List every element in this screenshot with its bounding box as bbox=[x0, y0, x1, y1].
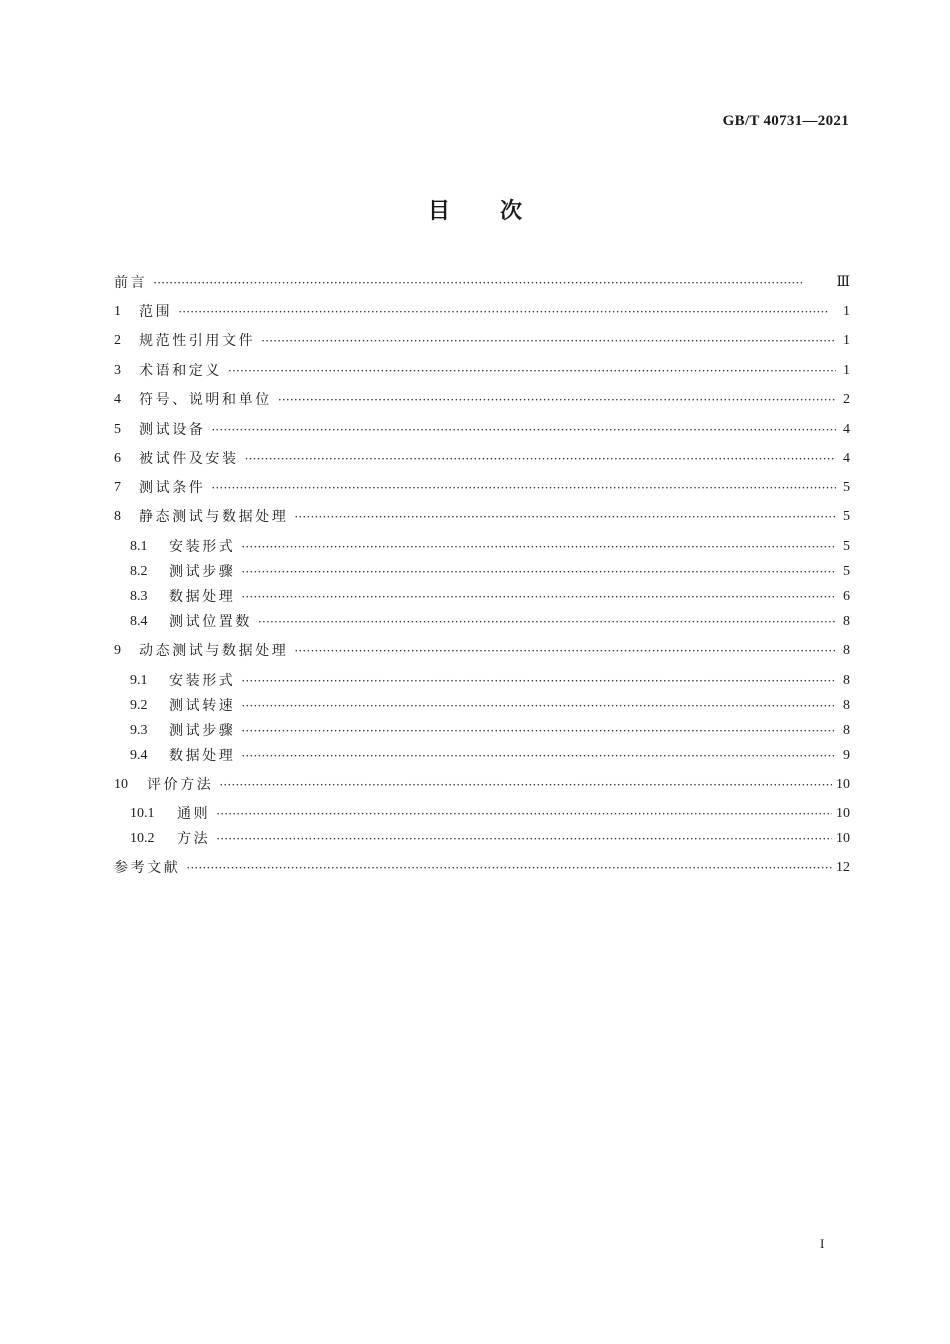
toc-entry[interactable] bbox=[114, 476, 850, 500]
toc-entry-label: 安装形式 bbox=[169, 673, 236, 689]
toc-entry-label: 规范性引用文件 bbox=[139, 333, 256, 349]
toc-leader-dots bbox=[241, 669, 836, 693]
toc-leader-dots bbox=[211, 476, 836, 500]
toc-leader-dots bbox=[258, 610, 836, 634]
toc-entry-page: 5 bbox=[843, 509, 850, 524]
toc-leader-dots bbox=[241, 744, 836, 768]
toc-entry-label: 测试步骤 bbox=[169, 564, 236, 580]
toc-leader-dots bbox=[241, 560, 836, 584]
toc-entry[interactable] bbox=[130, 719, 850, 743]
toc-leader-dots bbox=[294, 639, 836, 663]
toc-entry-number: 8.1 bbox=[130, 539, 148, 554]
toc-entry[interactable] bbox=[130, 585, 850, 609]
toc-leader-dots bbox=[241, 719, 836, 743]
toc-leader-dots bbox=[186, 856, 832, 880]
toc-entry-page: 1 bbox=[843, 363, 850, 378]
toc-entry-label: 术语和定义 bbox=[139, 363, 222, 379]
toc-entry-page: Ⅲ bbox=[836, 275, 850, 290]
toc-entry-page: 1 bbox=[843, 304, 850, 319]
toc-entry-page: 8 bbox=[843, 723, 850, 738]
toc-entry-number: 8.3 bbox=[130, 589, 148, 604]
toc-entry-page: 9 bbox=[843, 748, 850, 763]
toc-entry-label: 参考文献 bbox=[114, 860, 181, 876]
toc-entry[interactable] bbox=[130, 535, 850, 559]
toc-leader-dots bbox=[294, 505, 836, 529]
toc-entry-label: 符号、说明和单位 bbox=[139, 392, 272, 408]
toc-entry[interactable] bbox=[114, 418, 850, 442]
toc-entry-page: 2 bbox=[843, 392, 850, 407]
toc-leader-dots bbox=[153, 271, 832, 295]
toc-entry[interactable] bbox=[114, 388, 850, 412]
toc-leader-dots bbox=[278, 388, 836, 412]
toc-leader-dots bbox=[211, 418, 836, 442]
toc-leader-dots bbox=[241, 694, 836, 718]
toc-entry-number: 9.3 bbox=[130, 723, 148, 738]
toc-entry-label: 静态测试与数据处理 bbox=[139, 509, 289, 525]
toc-entry-page: 10 bbox=[836, 777, 850, 792]
toc-leader-dots bbox=[241, 535, 836, 559]
toc-entry[interactable] bbox=[130, 744, 850, 768]
toc-entry-number: 3 bbox=[114, 363, 121, 378]
toc-entry-page: 4 bbox=[843, 451, 850, 466]
toc-entry-label: 数据处理 bbox=[169, 748, 236, 764]
toc-entry-label: 测试转速 bbox=[169, 698, 236, 714]
toc-entry-page: 8 bbox=[843, 698, 850, 713]
toc-entry-label: 测试条件 bbox=[139, 480, 206, 496]
toc-entry-label: 安装形式 bbox=[169, 539, 236, 555]
toc-entry[interactable] bbox=[130, 669, 850, 693]
toc-entry-page: 1 bbox=[843, 333, 850, 348]
toc-entry[interactable] bbox=[114, 329, 850, 353]
toc-entry[interactable] bbox=[114, 856, 850, 880]
toc-entry[interactable] bbox=[114, 447, 850, 471]
toc-entry-label: 测试步骤 bbox=[169, 723, 236, 739]
toc-entry-page: 6 bbox=[843, 589, 850, 604]
title-char-1: 目 bbox=[427, 199, 450, 224]
toc-entry[interactable] bbox=[130, 802, 850, 826]
toc-entry-label: 前言 bbox=[114, 275, 148, 291]
toc-entry-number: 9 bbox=[114, 643, 121, 658]
toc-entry[interactable] bbox=[130, 560, 850, 584]
toc-leader-dots bbox=[219, 773, 832, 797]
toc-entry-number: 7 bbox=[114, 480, 121, 495]
toc-entry-page: 10 bbox=[836, 806, 850, 821]
toc-entry-number: 10 bbox=[114, 777, 128, 792]
toc-leader-dots bbox=[241, 585, 836, 609]
toc-entry[interactable] bbox=[114, 773, 850, 797]
page-number: I bbox=[820, 1236, 825, 1251]
toc-entry-page: 8 bbox=[843, 614, 850, 629]
page-title bbox=[0, 194, 950, 225]
toc-entry-label: 动态测试与数据处理 bbox=[139, 643, 289, 659]
toc-entry-page: 12 bbox=[836, 860, 850, 875]
toc-leader-dots bbox=[261, 329, 836, 353]
toc-entry-label: 评价方法 bbox=[147, 777, 214, 793]
toc-entry-number: 9.2 bbox=[130, 698, 148, 713]
toc-entry[interactable] bbox=[114, 505, 850, 529]
toc-entry-number: 10.2 bbox=[130, 831, 155, 846]
toc-entry-number: 9.4 bbox=[130, 748, 148, 763]
toc-entry[interactable] bbox=[114, 300, 850, 324]
toc-leader-dots bbox=[245, 447, 836, 471]
toc-entry-number: 6 bbox=[114, 451, 121, 466]
title-char-2: 次 bbox=[500, 199, 523, 224]
toc-leader-dots bbox=[228, 359, 836, 383]
toc-entry-number: 4 bbox=[114, 392, 121, 407]
toc-entry-page: 5 bbox=[843, 564, 850, 579]
toc-entry-page: 8 bbox=[843, 643, 850, 658]
toc-entry[interactable] bbox=[130, 694, 850, 718]
toc-entry[interactable] bbox=[114, 359, 850, 383]
toc-leader-dots bbox=[178, 300, 836, 324]
toc-entry[interactable] bbox=[130, 610, 850, 634]
toc-entry-number: 8 bbox=[114, 509, 121, 524]
toc-entry-page: 8 bbox=[843, 673, 850, 688]
toc-entry-page: 5 bbox=[843, 539, 850, 554]
toc-entry[interactable] bbox=[114, 639, 850, 663]
toc-entry-number: 2 bbox=[114, 333, 121, 348]
toc-entry-number: 5 bbox=[114, 422, 121, 437]
toc-leader-dots bbox=[216, 827, 832, 851]
toc-entry-page: 10 bbox=[836, 831, 850, 846]
toc-entry[interactable] bbox=[130, 827, 850, 851]
toc-entry-number: 8.2 bbox=[130, 564, 148, 579]
toc-entry-label: 被试件及安装 bbox=[139, 451, 239, 467]
toc-entry-label: 方法 bbox=[177, 831, 211, 847]
toc-entry-page: 4 bbox=[843, 422, 850, 437]
toc-entry-page: 5 bbox=[843, 480, 850, 495]
toc-leader-dots bbox=[216, 802, 832, 826]
toc-entry[interactable] bbox=[114, 271, 850, 295]
toc-entry-label: 通则 bbox=[177, 806, 211, 822]
toc-entry-number: 1 bbox=[114, 304, 121, 319]
toc-entry-label: 测试位置数 bbox=[169, 614, 252, 630]
toc-entry-label: 范围 bbox=[139, 304, 173, 320]
toc-entry-number: 9.1 bbox=[130, 673, 148, 688]
toc-entry-number: 8.4 bbox=[130, 614, 148, 629]
toc-entry-label: 数据处理 bbox=[169, 589, 236, 605]
toc-entry-label: 测试设备 bbox=[139, 422, 206, 438]
standard-number: GB/T 40731—2021 bbox=[722, 113, 849, 129]
toc-entry-number: 10.1 bbox=[130, 806, 155, 821]
